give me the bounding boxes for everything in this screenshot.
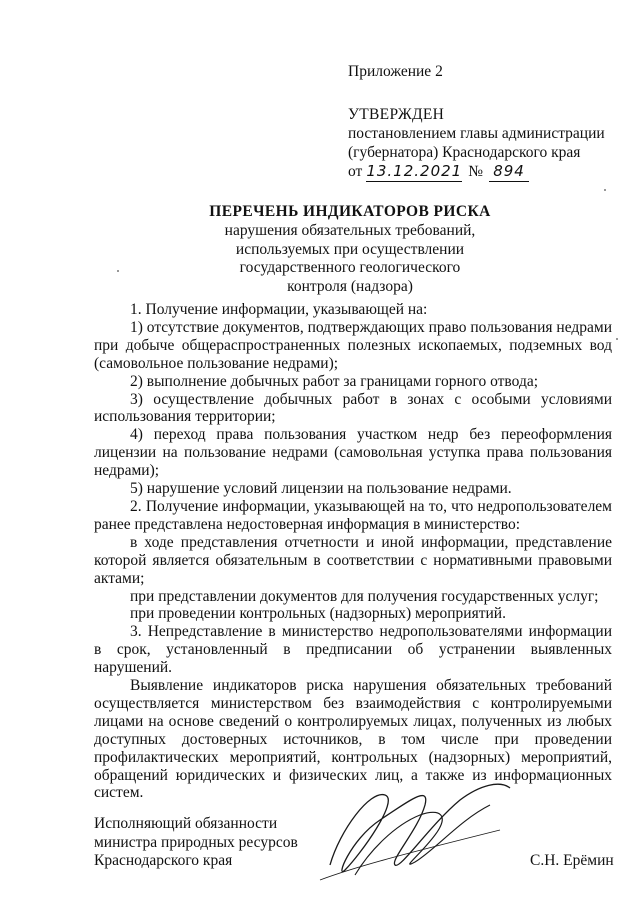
paragraph: 1. Получение информации, указывающей на: xyxy=(130,301,428,318)
paragraph: 2. Получение информации, указывающей на то, что недропользователем ранее представлена недостоверная информация в министерство: xyxy=(94,497,612,533)
subtitle-line: используемых при осуществлении xyxy=(235,240,465,258)
paragraph: 2) выполнение добычных работ за границами горного отвода; xyxy=(130,372,539,390)
approved-heading: УТВЕРЖДЕН xyxy=(348,106,445,123)
subtitle-line: государственного геологического xyxy=(239,259,461,276)
approval-date: 13.12.2021 xyxy=(366,162,463,180)
scan-speck xyxy=(616,338,618,340)
signatory-name: С.Н. Ерёмин xyxy=(530,852,614,869)
paragraph: при представлении документов для получения государственных услуг; xyxy=(130,587,599,605)
number-sign: № xyxy=(468,163,484,180)
signatory-title-line: министра природных ресурсов xyxy=(94,833,298,851)
appendix-label: Приложение 2 xyxy=(348,63,443,80)
paragraph: 3) осуществление добычных работ в зонах с особыми условиями использования территории; xyxy=(94,390,612,426)
subtitle-line: контроля (надзора) xyxy=(287,277,413,295)
scan-speck xyxy=(604,189,606,191)
handwritten-signature xyxy=(300,770,520,890)
approval-number: 894 xyxy=(489,162,529,182)
signatory-title xyxy=(94,815,324,871)
paragraph: 3. Непредставление в министерство недропользователями информации в срок, установленный в предписании об устранении выявленных нарушений. xyxy=(94,623,612,677)
subtitle-line: нарушения обязательных требований, xyxy=(224,222,476,239)
document-title: ПЕРЕЧЕНЬ ИНДИКАТОРОВ РИСКА xyxy=(209,203,491,220)
approval-line-2: (губернатора) Краснодарского края xyxy=(348,144,581,161)
paragraph: при проведении контрольных (надзорных) мероприятий. xyxy=(130,605,506,623)
document-body xyxy=(94,301,612,802)
paragraph: 4) переход права пользования участком недр без переоформления лицензии на пользование недрами (самовольная уступка права пользования недрами); xyxy=(94,426,612,480)
document-subtitle xyxy=(100,222,600,296)
paragraph: в ходе представления отчетности и иной информации, представление которой является обязательным в соответствии с нормативными правовыми актами; xyxy=(94,533,612,587)
approval-block xyxy=(348,62,618,182)
paragraph: Выявление индикаторов риска нарушения обязательных требований осуществляется министерством без взаимодействия с контролируемыми лицами на основе сведений о контролируемых лицах, полученных из любых доступных достоверных источников, в том числе при проведении профилактических мероприятий, контрольных (надзорных) мероприятий, обращений юридических и физических лиц, а также из информационных систем. xyxy=(94,677,612,802)
date-prefix: от xyxy=(348,163,363,180)
paragraph: 5) нарушение условий лицензии на пользование недрами. xyxy=(130,480,512,498)
approval-line-1: постановлением главы администрации xyxy=(348,125,605,142)
paragraph: 1) отсутствие документов, подтверждающих право пользования недрами при добыче общераспространенных полезных ископаемых, подземных вод (самовольное пользование недрами); xyxy=(94,318,612,372)
scan-speck xyxy=(117,270,119,272)
approval-date-line xyxy=(348,162,618,182)
signatory-title-line: Краснодарского края xyxy=(94,852,233,869)
signatory-title-line: Исполняющий обязанности xyxy=(94,815,278,832)
